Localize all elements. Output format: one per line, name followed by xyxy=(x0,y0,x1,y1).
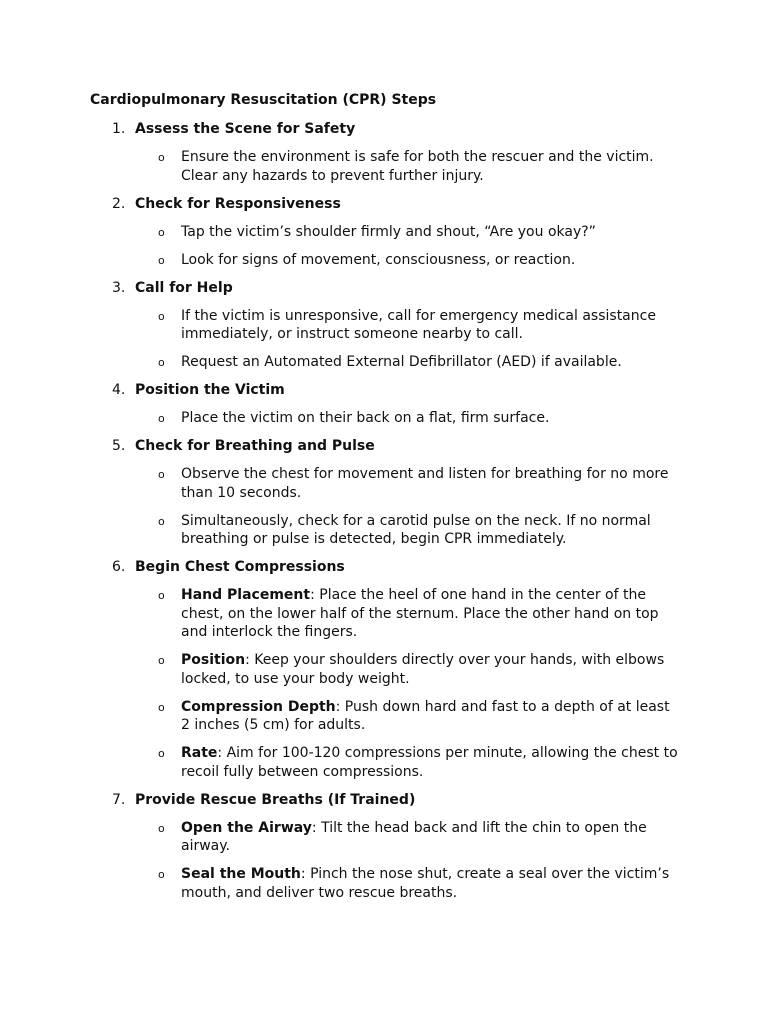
bullet-circle-icon: o xyxy=(158,253,165,267)
bullet-list xyxy=(0,409,768,428)
bullet-circle-icon: o xyxy=(158,700,165,714)
step-item xyxy=(0,195,768,270)
bullet-item xyxy=(0,651,681,688)
bullet-item xyxy=(0,409,681,428)
step-item xyxy=(0,279,768,372)
bullet-circle-icon: o xyxy=(158,151,165,164)
bullet-item xyxy=(0,251,681,270)
step-number: 2. xyxy=(112,195,126,212)
step-item xyxy=(0,558,768,781)
bullet-lead: Compression Depth xyxy=(181,698,336,715)
bullet-text: Ensure the environment is safe for both the rescuer and the victim. Clear any hazards to prevent further injury. xyxy=(181,149,654,184)
bullet-text: : Keep your shoulders directly over your hands, with elbows locked, to use your body weight. xyxy=(181,652,665,687)
bullet-item xyxy=(0,698,681,735)
bullet-lead: Rate xyxy=(181,745,218,761)
step-heading-text: Begin Chest Compressions xyxy=(135,559,345,575)
bullet-text: Observe the chest for movement and listen for breathing for no more than 10 seconds. xyxy=(181,466,669,501)
step-heading-text: Position the Victim xyxy=(135,382,285,398)
bullet-item xyxy=(0,353,681,372)
step-heading xyxy=(0,381,768,400)
bullet-item xyxy=(0,586,681,642)
step-number: 4. xyxy=(112,382,126,398)
page-title: Cardiopulmonary Resuscitation (CPR) Steps xyxy=(90,92,437,108)
bullet-circle-icon: o xyxy=(158,747,165,760)
bullet-text: : Push down hard and fast to a depth of at least 2 inches (5 cm) for adults. xyxy=(181,698,670,733)
step-number: 6. xyxy=(112,559,126,575)
bullet-circle-icon: o xyxy=(158,868,165,881)
bullet-circle-icon: o xyxy=(158,821,165,835)
bullet-lead: Hand Placement xyxy=(181,587,311,603)
bullet-lead: Seal the Mouth xyxy=(181,866,301,882)
bullet-item xyxy=(0,148,681,185)
bullet-item xyxy=(0,512,681,549)
step-heading-text: Provide Rescue Breaths (If Trained) xyxy=(135,791,416,808)
step-heading xyxy=(0,791,768,810)
bullet-item xyxy=(0,223,681,242)
bullet-list xyxy=(0,148,768,185)
bullet-text: : Place the heel of one hand in the center of the chest, on the lower half of the sternum. Place the other hand on top and interlock the fingers. xyxy=(181,587,659,640)
bullet-text: If the victim is unresponsive, call for emergency medical assistance immediately, or instruct someone nearby to call. xyxy=(181,307,656,342)
bullet-list xyxy=(0,586,768,781)
step-heading xyxy=(0,120,768,139)
bullet-item xyxy=(0,307,681,344)
bullet-text: : Tilt the head back and lift the chin to open the airway. xyxy=(181,819,647,854)
bullet-text: Request an Automated External Defibrillator (AED) if available. xyxy=(181,354,622,370)
bullet-circle-icon: o xyxy=(158,412,165,425)
step-heading-text: Assess the Scene for Safety xyxy=(135,121,356,137)
bullet-item xyxy=(0,465,681,502)
steps-list xyxy=(0,120,768,912)
bullet-circle-icon: o xyxy=(158,514,165,528)
step-heading-text: Check for Responsiveness xyxy=(135,195,341,212)
bullet-item xyxy=(0,744,681,781)
step-number: 3. xyxy=(112,279,126,296)
bullet-item xyxy=(0,865,681,902)
step-heading xyxy=(0,437,768,456)
bullet-circle-icon: o xyxy=(158,309,165,323)
step-heading xyxy=(0,558,768,577)
bullet-text: Look for signs of movement, consciousness, or reaction. xyxy=(181,251,576,268)
step-heading xyxy=(0,195,768,214)
bullet-circle-icon: o xyxy=(158,589,165,602)
step-heading-text: Check for Breathing and Pulse xyxy=(135,438,375,454)
bullet-circle-icon: o xyxy=(158,225,165,239)
bullet-text: Place the victim on their back on a flat, firm surface. xyxy=(181,410,550,426)
bullet-text: Simultaneously, check for a carotid pulse on the neck. If no normal breathing or pulse is detected, begin CPR immediately. xyxy=(181,512,651,547)
bullet-text: Tap the victim’s shoulder firmly and shout, “Are you okay?” xyxy=(181,223,596,240)
bullet-text: : Aim for 100-120 compressions per minute, allowing the chest to recoil fully between compressions. xyxy=(181,745,678,780)
bullet-lead: Open the Airway xyxy=(181,819,312,836)
bullet-list xyxy=(0,465,768,549)
step-heading-text: Call for Help xyxy=(135,279,233,296)
bullet-lead: Position xyxy=(181,652,246,668)
bullet-list xyxy=(0,819,768,903)
bullet-list xyxy=(0,223,768,270)
step-heading xyxy=(0,279,768,298)
bullet-circle-icon: o xyxy=(158,356,165,369)
step-item xyxy=(0,120,768,185)
bullet-text: : Pinch the nose shut, create a seal over the victim’s mouth, and deliver two rescue breaths. xyxy=(181,866,670,901)
step-item xyxy=(0,381,768,428)
bullet-item xyxy=(0,819,681,856)
bullet-circle-icon: o xyxy=(158,468,165,481)
step-number: 7. xyxy=(112,791,126,808)
bullet-circle-icon: o xyxy=(158,654,165,667)
step-number: 5. xyxy=(112,438,126,454)
step-number: 1. xyxy=(112,121,126,137)
bullet-list xyxy=(0,307,768,372)
step-item xyxy=(0,791,768,903)
step-item xyxy=(0,437,768,549)
